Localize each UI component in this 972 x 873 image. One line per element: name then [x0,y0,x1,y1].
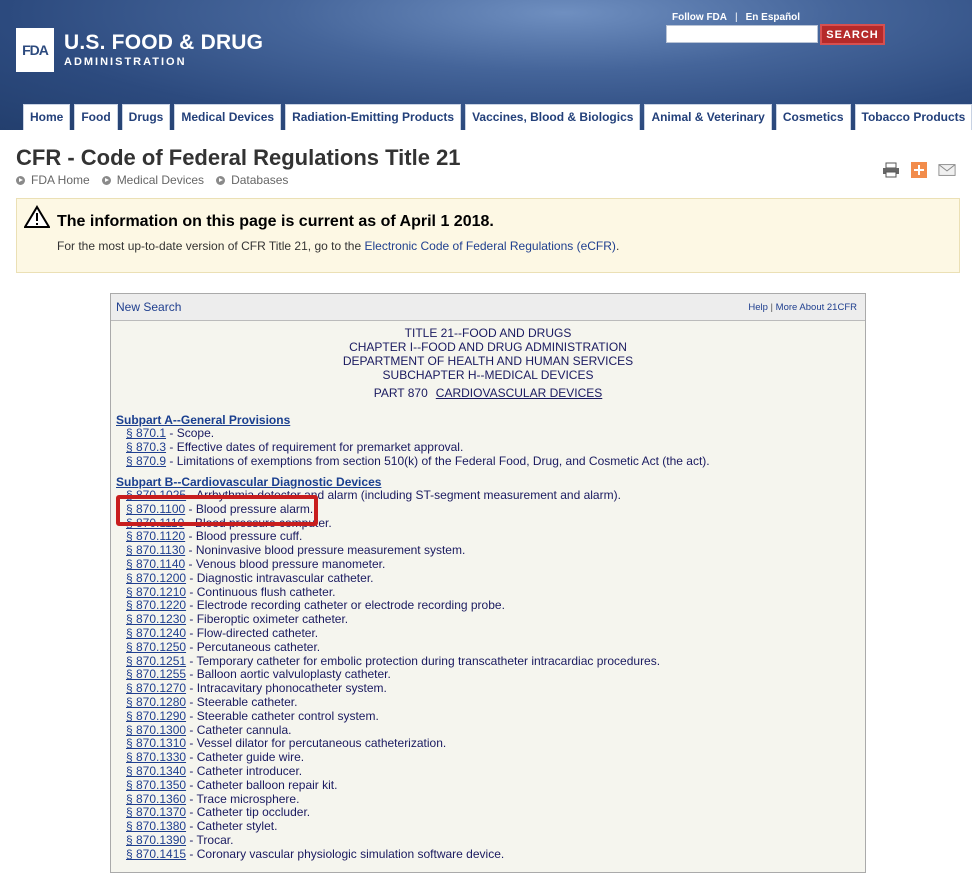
help-links [748,302,857,313]
envelope-icon[interactable] [938,162,956,178]
more-about-link[interactable]: More About 21CFR [775,302,857,313]
nav-cosmetics[interactable]: Cosmetics [776,104,851,130]
logo-title[interactable]: U.S. FOOD & DRUG [64,31,264,54]
highlight-box [116,495,318,526]
breadcrumb-item-fda-home[interactable] [16,173,90,187]
nav-medical-devices[interactable]: Medical Devices [174,104,281,130]
breadcrumb-label: Databases [231,173,289,187]
section-link[interactable]: § 870.1415 [126,846,187,861]
section-desc: - Balloon aortic valvuloplasty catheter. [186,667,391,682]
breadcrumb-label: FDA Home [31,173,90,187]
list-item [126,751,660,765]
section-desc: - Coronary vascular physiologic simulation software device. [186,846,505,861]
list-item [126,627,660,641]
section-desc: - Effective dates of requirement for premarket approval. [166,439,464,454]
section-desc: - Noninvasive blood pressure measurement system. [185,543,466,558]
section-link[interactable]: § 870.1 [126,426,167,440]
list-item [126,724,660,738]
section-desc: - Intracavitary phonocatheter system. [186,681,387,696]
list-item [126,544,660,558]
list-item [126,641,660,655]
section-link[interactable]: § 870.1360 [126,791,187,806]
list-item [126,558,660,572]
section-desc: - Blood pressure cuff. [185,529,303,544]
section-link[interactable]: § 870.1310 [126,736,187,751]
list-item [126,599,660,613]
list-item [126,793,660,807]
section-link[interactable]: § 870.1100 [126,501,186,516]
plus-share-icon[interactable] [910,162,928,178]
cfr-toolbar [111,294,865,321]
section-link[interactable]: § 870.1280 [126,694,187,709]
nav-tobacco-products[interactable]: Tobacco Products [855,104,972,130]
list-item [126,820,660,834]
circle-arrow-icon [16,176,25,185]
list-item [126,682,660,696]
subpart-b-link[interactable]: Subpart B--Cardiovascular Diagnostic Devices [116,475,382,489]
section-link[interactable]: § 870.1251 [126,653,187,668]
section-link[interactable]: § 870.1300 [126,722,187,737]
section-desc: - Trace microsphere. [186,791,300,806]
section-link[interactable]: § 870.1270 [126,681,187,696]
section-desc: - Fiberoptic oximeter catheter. [186,612,349,627]
section-link[interactable]: § 870.1210 [126,584,187,599]
section-desc: - Blood pressure computer. [184,515,332,530]
nav-drugs[interactable]: Drugs [122,104,171,130]
section-desc: - Arrhythmia detector and alarm (including ST-segment measurement and alarm). [186,488,621,502]
section-link[interactable]: § 870.1140 [126,556,186,571]
section-link[interactable]: § 870.9 [126,453,167,468]
section-link[interactable]: § 870.1370 [126,805,187,820]
site-header [0,0,972,130]
section-desc: - Temporary catheter for embolic protection during transcatheter intracardiac procedures. [186,653,661,668]
section-link[interactable]: § 870.1240 [126,625,187,640]
breadcrumb [16,173,300,187]
section-desc: - Blood pressure alarm. [185,501,314,516]
subpart-a-link[interactable]: Subpart A--General Provisions [116,413,291,427]
list-item [126,668,660,682]
part-label: PART 870 [373,386,428,400]
search-button[interactable]: SEARCH [820,24,885,45]
list-item [126,530,660,544]
section-desc: - Catheter guide wire. [186,750,305,765]
section-link[interactable]: § 870.1290 [126,708,187,723]
section-desc: - Catheter tip occluder. [186,805,311,820]
section-desc: - Electrode recording catheter or electrode recording probe. [186,598,505,613]
alert-text-before: For the most up-to-date version of CFR Title 21, go to the [57,239,365,253]
list-item [126,455,710,469]
list-item [126,613,660,627]
section-link[interactable]: § 870.1110 [126,515,185,530]
search-input[interactable] [666,25,818,43]
section-desc: - Catheter stylet. [186,819,278,834]
section-link[interactable]: § 870.1230 [126,612,187,627]
list-item [126,586,660,600]
list-item [126,572,660,586]
top-links-separator: | [735,12,738,23]
circle-arrow-icon [216,176,225,185]
nav-animal-veterinary[interactable]: Animal & Veterinary [644,104,771,130]
section-link[interactable]: § 870.1350 [126,777,187,792]
warning-triangle-icon [24,205,50,229]
new-search-link[interactable]: New Search [116,300,182,314]
section-desc: - Catheter cannula. [186,722,292,737]
logo-mark: FDA [22,42,48,58]
subpart-a-list [126,427,710,468]
section-desc: - Flow-directed catheter. [186,625,319,640]
nav-home[interactable]: Home [23,104,70,130]
section-desc: - Steerable catheter control system. [186,708,379,723]
section-link[interactable]: § 870.1255 [126,667,187,682]
cfr-heading [111,326,865,382]
main-nav [23,104,972,130]
list-item [126,737,660,751]
section-link[interactable]: § 870.1250 [126,639,187,654]
follow-fda-link[interactable]: Follow FDA [672,12,727,23]
breadcrumb-label: Medical Devices [116,173,205,187]
cfr-heading-line: SUBCHAPTER H--MEDICAL DEVICES [382,368,594,382]
ecfr-link[interactable]: Electronic Code of Federal Regulations (eCFR) [364,239,616,253]
nav-food[interactable]: Food [74,104,117,130]
part-title-link[interactable]: CARDIOVASCULAR DEVICES [435,386,603,400]
page-tools [882,162,956,178]
breadcrumb-item-databases[interactable] [216,173,288,187]
section-link[interactable]: § 870.1380 [126,819,187,834]
list-item [126,765,660,779]
section-desc: - Diagnostic intravascular catheter. [186,570,374,585]
help-separator: | [767,302,776,313]
list-item [126,655,660,669]
subpart-b-list [126,489,660,862]
alert-heading: The information on this page is current as of April 1 2018. [57,213,494,230]
list-item [126,427,710,441]
alert-text-after: . [615,239,620,253]
section-desc: - Catheter introducer. [186,763,303,778]
alert-text [57,239,619,253]
en-espanol-link[interactable]: En Español [745,12,801,23]
list-item [126,779,660,793]
nav-radiation-emitting-products[interactable]: Radiation-Emitting Products [285,104,461,130]
list-item [126,710,660,724]
cfr-heading-line: CHAPTER I--FOOD AND DRUG ADMINISTRATION [349,340,627,354]
section-desc: - Limitations of exemptions from section 510(k) of the Federal Food, Drug, and Cosmetic Act (the act). [166,453,710,468]
cfr-content-box [110,293,866,873]
nav-vaccines-blood-biologics[interactable]: Vaccines, Blood & Biologics [465,104,640,130]
section-desc: - Percutaneous catheter. [186,639,321,654]
top-links [672,12,800,23]
circle-arrow-icon [102,176,111,185]
section-link[interactable]: § 870.1200 [126,570,187,585]
section-link[interactable]: § 870.1130 [126,543,186,558]
list-item [126,834,660,848]
section-desc: - Steerable catheter. [186,694,298,709]
list-item [126,696,660,710]
cfr-heading-line: TITLE 21--FOOD AND DRUGS [404,326,572,340]
fda-logo[interactable] [16,28,54,72]
section-link[interactable]: § 870.1025 [126,488,187,502]
section-link[interactable]: § 870.3 [126,439,167,454]
section-desc: - Vessel dilator for percutaneous catheterization. [186,736,447,751]
section-desc: - Venous blood pressure manometer. [185,556,386,571]
cfr-heading-line: DEPARTMENT OF HEALTH AND HUMAN SERVICES [342,354,634,368]
part-heading [111,386,865,400]
section-link[interactable]: § 870.1390 [126,832,187,847]
logo-subtitle: ADMINISTRATION [64,56,187,68]
section-desc: - Catheter balloon repair kit. [186,777,338,792]
list-item [126,848,660,862]
breadcrumb-item-medical-devices[interactable] [102,173,204,187]
list-item [126,441,710,455]
section-link[interactable]: § 870.1340 [126,763,187,778]
currency-alert [16,198,960,273]
section-link[interactable]: § 870.1330 [126,750,187,765]
printer-icon[interactable] [882,162,900,178]
help-link[interactable]: Help [748,302,768,313]
section-link[interactable]: § 870.1120 [126,529,186,544]
list-item [126,806,660,820]
page-title: CFR - Code of Federal Regulations Title 21 [16,145,461,170]
section-desc: - Continuous flush catheter. [186,584,336,599]
section-link[interactable]: § 870.1220 [126,598,187,613]
section-desc: - Scope. [166,426,215,440]
section-desc: - Trocar. [186,832,234,847]
